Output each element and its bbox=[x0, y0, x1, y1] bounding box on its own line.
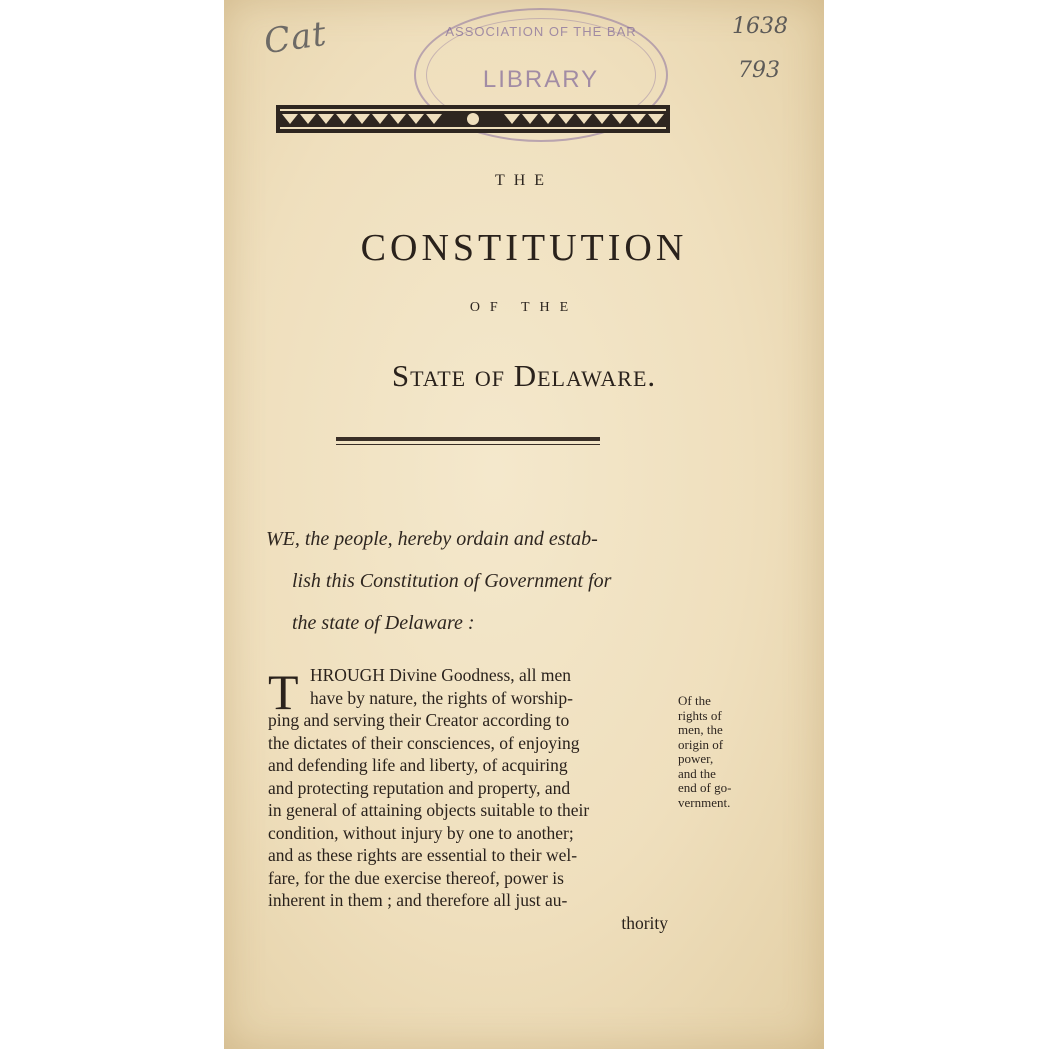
body-line: HROUGH Divine Goodness, all men bbox=[310, 665, 572, 685]
margin-note-line: Of the bbox=[678, 693, 711, 708]
margin-note-line: power, bbox=[678, 751, 714, 766]
rule-thin-line bbox=[336, 444, 600, 445]
book-page bbox=[224, 0, 824, 1049]
title-of-the: OF THE bbox=[469, 300, 579, 315]
body-line: have by nature, the rights of worship- bbox=[310, 687, 573, 708]
decorative-ornament-band bbox=[276, 104, 670, 134]
margin-note-line: men, the bbox=[678, 722, 723, 737]
body-line: and defending life and liberty, of acquiring bbox=[268, 755, 568, 775]
title-rule bbox=[336, 437, 600, 446]
title-constitution: CONSTITUTION bbox=[360, 227, 688, 269]
margin-note-line: vernment. bbox=[678, 794, 731, 810]
title-state-of-delaware: State of Delaware. bbox=[391, 358, 657, 393]
rule-thick-line bbox=[336, 437, 600, 441]
handwritten-shelf-number-2: 793 bbox=[738, 58, 780, 83]
body-line: condition, without injury by one to another; bbox=[268, 822, 574, 843]
body-line: thority bbox=[621, 912, 668, 933]
preamble bbox=[266, 518, 666, 644]
body-line: ping and serving their Creator according to bbox=[268, 710, 570, 730]
body-line: the dictates of their consciences, of enjoying bbox=[268, 732, 580, 753]
stamp-text-top: ASSOCIATION OF THE BAR bbox=[445, 24, 637, 39]
body-line: fare, for the due exercise thereof, power is bbox=[268, 867, 564, 888]
handwritten-annotation-cat: Cat bbox=[261, 13, 330, 63]
margin-note-line: rights of bbox=[678, 707, 722, 723]
body-paragraph bbox=[268, 664, 668, 934]
margin-note-line: origin of bbox=[678, 736, 724, 752]
preamble-line: lish this Constitution of Government for bbox=[292, 570, 612, 592]
margin-note-line: and the bbox=[678, 765, 716, 781]
stamp-text-library: LIBRARY bbox=[482, 66, 600, 93]
handwritten-shelf-number: 1638 bbox=[732, 14, 788, 39]
body-line: and as these rights are essential to their wel- bbox=[268, 845, 578, 865]
body-line: and protecting reputation and property, and bbox=[268, 777, 571, 798]
body-line: inherent in them ; and therefore all just au- bbox=[268, 890, 568, 910]
margin-note bbox=[678, 694, 768, 810]
title-the: THE bbox=[494, 172, 554, 189]
body-line: in general of attaining objects suitable to their bbox=[268, 800, 590, 820]
drop-cap: T bbox=[268, 664, 299, 720]
preamble-line: the state of Delaware : bbox=[292, 612, 475, 634]
preamble-line: WE, the people, hereby ordain and estab- bbox=[266, 528, 598, 550]
margin-note-line: end of go- bbox=[678, 780, 732, 795]
